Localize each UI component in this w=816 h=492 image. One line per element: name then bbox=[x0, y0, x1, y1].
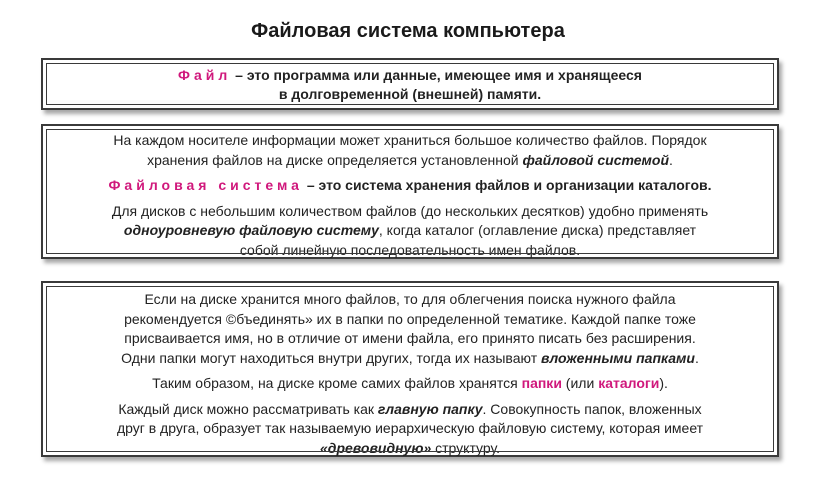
folders-paragraph-1-line-4: Одни папки могут находиться внутри других, тогда их называют вложенными папками. bbox=[121, 349, 699, 366]
fs-paragraph-3-line-3: собой линейную последовательность имен файлов. bbox=[239, 241, 581, 258]
file-system-box bbox=[41, 124, 779, 259]
fs-paragraph-1-line-1: На каждом носителе информации может храниться большое количество файлов. Порядок bbox=[113, 132, 707, 148]
page-title: Файловая система компьютера bbox=[251, 20, 565, 42]
catalogs-term: каталоги bbox=[598, 375, 660, 391]
folders-paragraph-1-line-3: присваивается имя, но в отличие от имени файла, его принято писать без расширения. bbox=[124, 330, 696, 346]
folders-term: папки bbox=[521, 375, 562, 391]
folders-paragraph-1-line-2: рекомендуется ©бъединять» их в папки по определенной тематике. Каждой папке тоже bbox=[124, 310, 696, 327]
folders-box bbox=[41, 281, 779, 457]
fs-paragraph-3-line-2: одноуровневую файловую систему, когда каталог (оглавление диска) представляет bbox=[123, 222, 697, 238]
file-definition-box bbox=[41, 58, 779, 110]
file-definition-line-2: в долговременной (внешней) памяти. bbox=[278, 86, 542, 102]
folders-paragraph-3-line-1: Каждый диск можно рассматривать как главную папку. Совокупность папок, вложенных bbox=[118, 400, 702, 417]
file-definition-line-1: Файл – это программа или данные, имеющее имя и хранящееся bbox=[178, 67, 642, 83]
folders-paragraph-2: Таким образом, на диске кроме самих файлов хранятся папки (или каталоги). bbox=[152, 375, 668, 391]
folders-paragraph-3-line-3: «древовидную» структуру. bbox=[320, 439, 500, 456]
folders-paragraph-3-line-2: друг в друга, образует так называемую иерархическую файловую систему, которая имеет bbox=[116, 420, 704, 436]
file-system-term: Файловая система bbox=[108, 177, 303, 193]
folders-paragraph-1-line-1: Если на диске хранится много файлов, то для облегчения поиска нужного файла bbox=[144, 291, 676, 307]
file-term: Файл bbox=[178, 67, 232, 83]
fs-definition-line: Файловая система – это система хранения файлов и организации каталогов. bbox=[108, 177, 712, 193]
fs-paragraph-3-line-1: Для дисков с небольшим количеством файлов (до нескольких десятков) удобно применять bbox=[111, 202, 709, 219]
fs-paragraph-1-line-2: хранения файлов на диске определяется установленной файловой системой. bbox=[147, 151, 673, 168]
